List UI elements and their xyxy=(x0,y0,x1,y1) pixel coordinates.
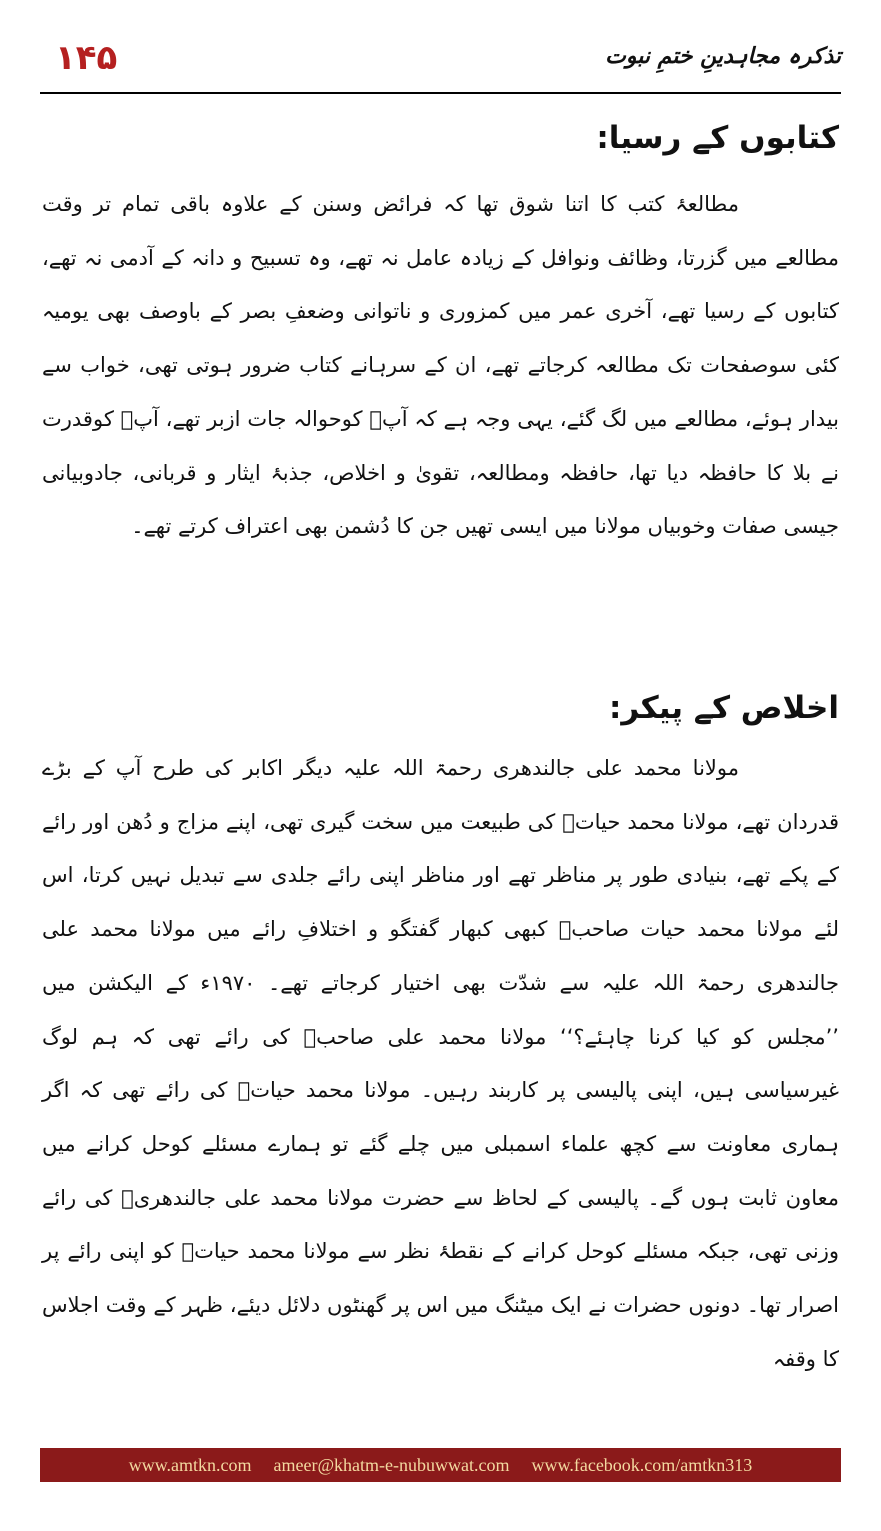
section-heading-book-lover: کتابوں کے رسیا: xyxy=(596,120,839,156)
section-paragraph-sincerity xyxy=(42,742,839,1386)
section-heading-sincerity: اخلاص کے پیکر: xyxy=(609,690,839,726)
footer-email-link[interactable]: ameer@khatm-e-nubuwwat.com xyxy=(273,1454,510,1475)
header-divider xyxy=(40,92,841,94)
page-number: ١۴۵ xyxy=(55,38,118,78)
section-paragraph-book-lover xyxy=(42,178,839,554)
book-title: تذکرہ مجاہدینِ ختمِ نبوت xyxy=(605,44,841,69)
footer-bar xyxy=(40,1448,841,1482)
paragraph-text: مولانا محمد علی جالندھری رحمۃ اللہ علیہ دیگر اکابر کی طرح آپ کے بڑے قدردان تھے، مولانا محمد حیاتؒ کی طبیعت میں سخت گیری تھی، اپنے مزاج و دُھن اور رائے کے پکے تھے، بنیادی طور پر مناظر تھے اور مناظر اپنی رائے جلدی سے تبدیل نہیں کرتا، اس لئے مولانا محمد حیات صاحبؒ کبھی کبھار گفتگو و اختلافِ رائے میں مولانا محمد علی جالندھری رحمۃ اللہ علیہ سے شدّت بھی اختیار کرجاتے تھے۔ ۱۹۷۰ء کے الیکشن میں ’’مجلس کو کیا کرنا چاہئے؟‘‘ مولانا محمد علی صاحبؒ کی رائے تھی کہ ہم لوگ غیرسیاسی ہیں، اپنی پالیسی پر کاربند رہیں۔ مولانا محمد حیاتؒ کی رائے تھی کہ اگر ہماری معاونت سے کچھ علماء اسمبلی میں چلے گئے تو ہمارے مسئلے کوحل کرانے میں معاون ثابت ہوں گے۔ پالیسی کے لحاظ سے حضرت مولانا محمد علی جالندھریؒ کی رائے وزنی تھی، جبکہ مسئلے کوحل کرانے کے نقطۂ نظر سے مولانا محمد حیاتؒ کو اپنی رائے پر اصرار تھا۔ دونوں حضرات نے ایک میٹنگ میں اس پر گھنٹوں دلائل دیئے، ظہر کے وقت اجلاس کا وقفہ xyxy=(42,756,839,1371)
footer-website-link[interactable]: www.amtkn.com xyxy=(128,1454,252,1475)
paragraph-text: مطالعۂ کتب کا اتنا شوق تھا کہ فرائض وسنن کے علاوہ باقی تمام تر وقت مطالعے میں گزرتا، وظائف ونوافل کے زیادہ عامل نہ تھے، وہ تسبیح و دانہ کے آدمی نہ تھے، کتابوں کے رسیا تھے، آخری عمر میں کمزوری و ناتوانی وضعفِ بصر کے باوصف بھی یومیہ کئی سوصفحات تک مطالعہ کرجاتے تھے، ان کے سرہانے کتاب ضرور ہوتی تھی، خواب سے بیدار ہوئے، مطالعے میں لگ گئے، یہی وجہ ہے کہ آپؒ کوحوالہ جات ازبر تھے، آپؒ کوقدرت نے بلا کا حافظہ دیا تھا، حافظہ ومطالعہ، تقویٰ و اخلاص، جذبۂ ایثار و قربانی، جادوبیانی جیسی صفات وخوبیاں مولانا میں ایسی تھیں جن کا دُشمن بھی اعتراف کرتے تھے۔ xyxy=(42,192,839,539)
footer-facebook-link[interactable]: www.facebook.com/amtkn313 xyxy=(531,1454,753,1475)
